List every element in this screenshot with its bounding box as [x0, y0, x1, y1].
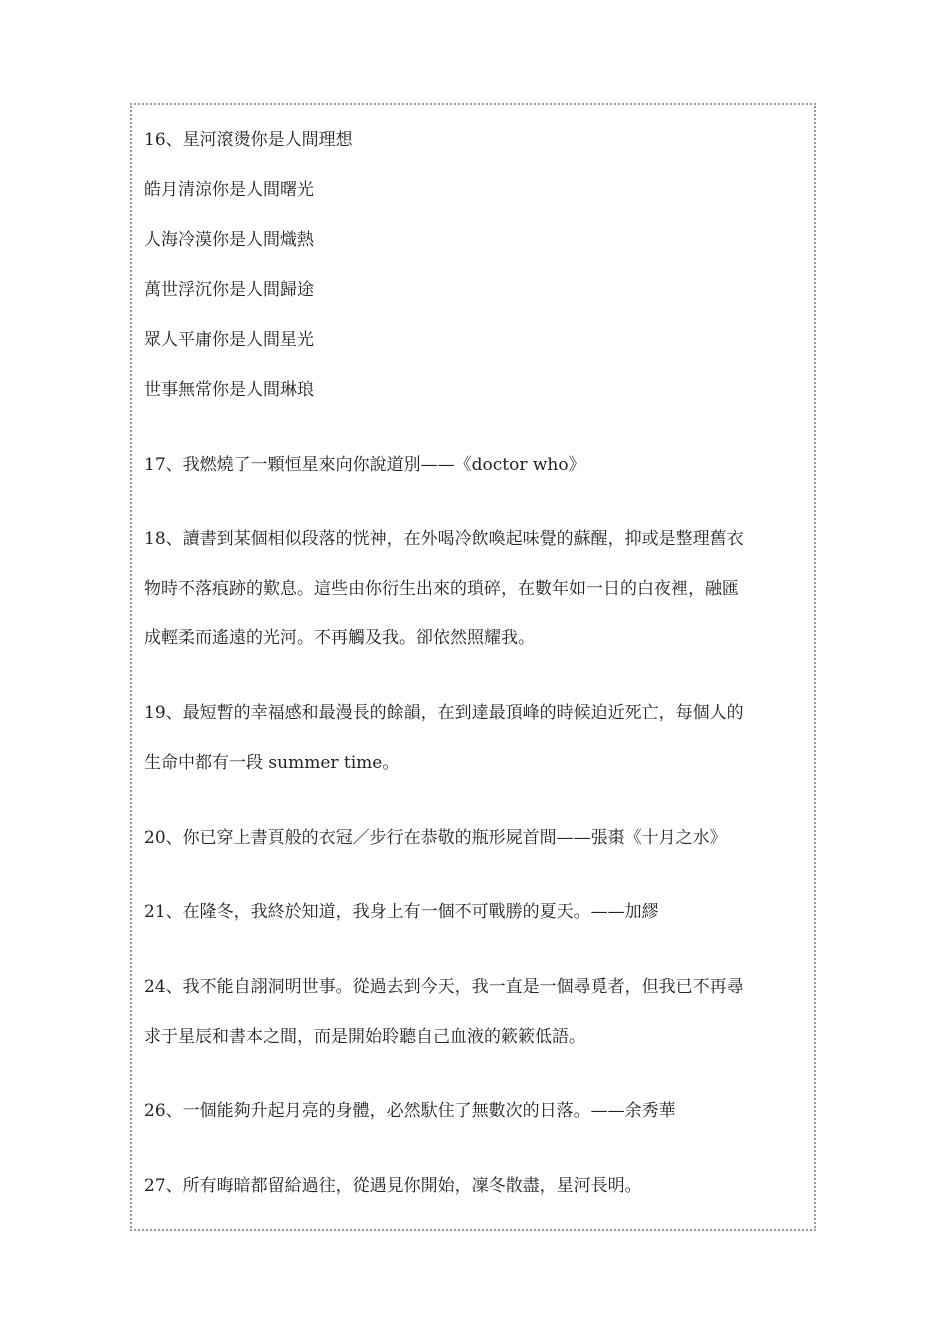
text-line: 20、你已穿上書頁般的衣冠／步行在恭敬的瓶形屍首間——張棗《十月之水》	[144, 828, 727, 848]
text-line: 17、我燃燒了一顆恒星來向你說道別——《doctor who》	[144, 455, 586, 475]
text-line: 生命中都有一段 summer time。	[144, 753, 400, 773]
text-line: 眾人平庸你是人間星光	[144, 330, 314, 350]
text-line: 27、所有晦暗都留給過往，從遇見你開始，凜冬散盡，星河長明。	[144, 1176, 642, 1196]
text-line: 19、最短暫的幸福感和最漫長的餘韻，在到達最頂峰的時候迫近死亡，每個人的	[144, 703, 744, 723]
text-line: 16、星河滾燙你是人間理想	[144, 130, 353, 150]
text-line: 皓月清涼你是人間曙光	[144, 180, 314, 200]
dotted-page-border	[130, 103, 816, 1231]
text-line: 人海冷漠你是人間熾熱	[144, 230, 314, 250]
text-line: 18、讀書到某個相似段落的恍神，在外喝冷飲喚起味覺的蘇醒，抑或是整理舊衣	[144, 529, 744, 549]
text-line: 26、一個能夠升起月亮的身體，必然馱住了無數次的日落。——余秀華	[144, 1101, 676, 1121]
text-line: 物時不落痕跡的歎息。這些由你衍生出來的瑣碎，在數年如一日的白夜裡，融匯	[144, 579, 739, 599]
text-line: 世事無常你是人間琳琅	[144, 380, 314, 400]
text-line: 24、我不能自詡洞明世事。從過去到今天，我一直是一個尋覓者，但我已不再尋	[144, 977, 744, 997]
text-line: 21、在隆冬，我終於知道，我身上有一個不可戰勝的夏天。——加繆	[144, 902, 659, 922]
text-line: 求于星辰和書本之間，而是開始聆聽自己血液的簌簌低語。	[144, 1027, 586, 1047]
text-line: 成輕柔而遙遠的光河。不再觸及我。卻依然照耀我。	[144, 628, 535, 648]
text-line: 萬世浮沉你是人間歸途	[144, 280, 314, 300]
